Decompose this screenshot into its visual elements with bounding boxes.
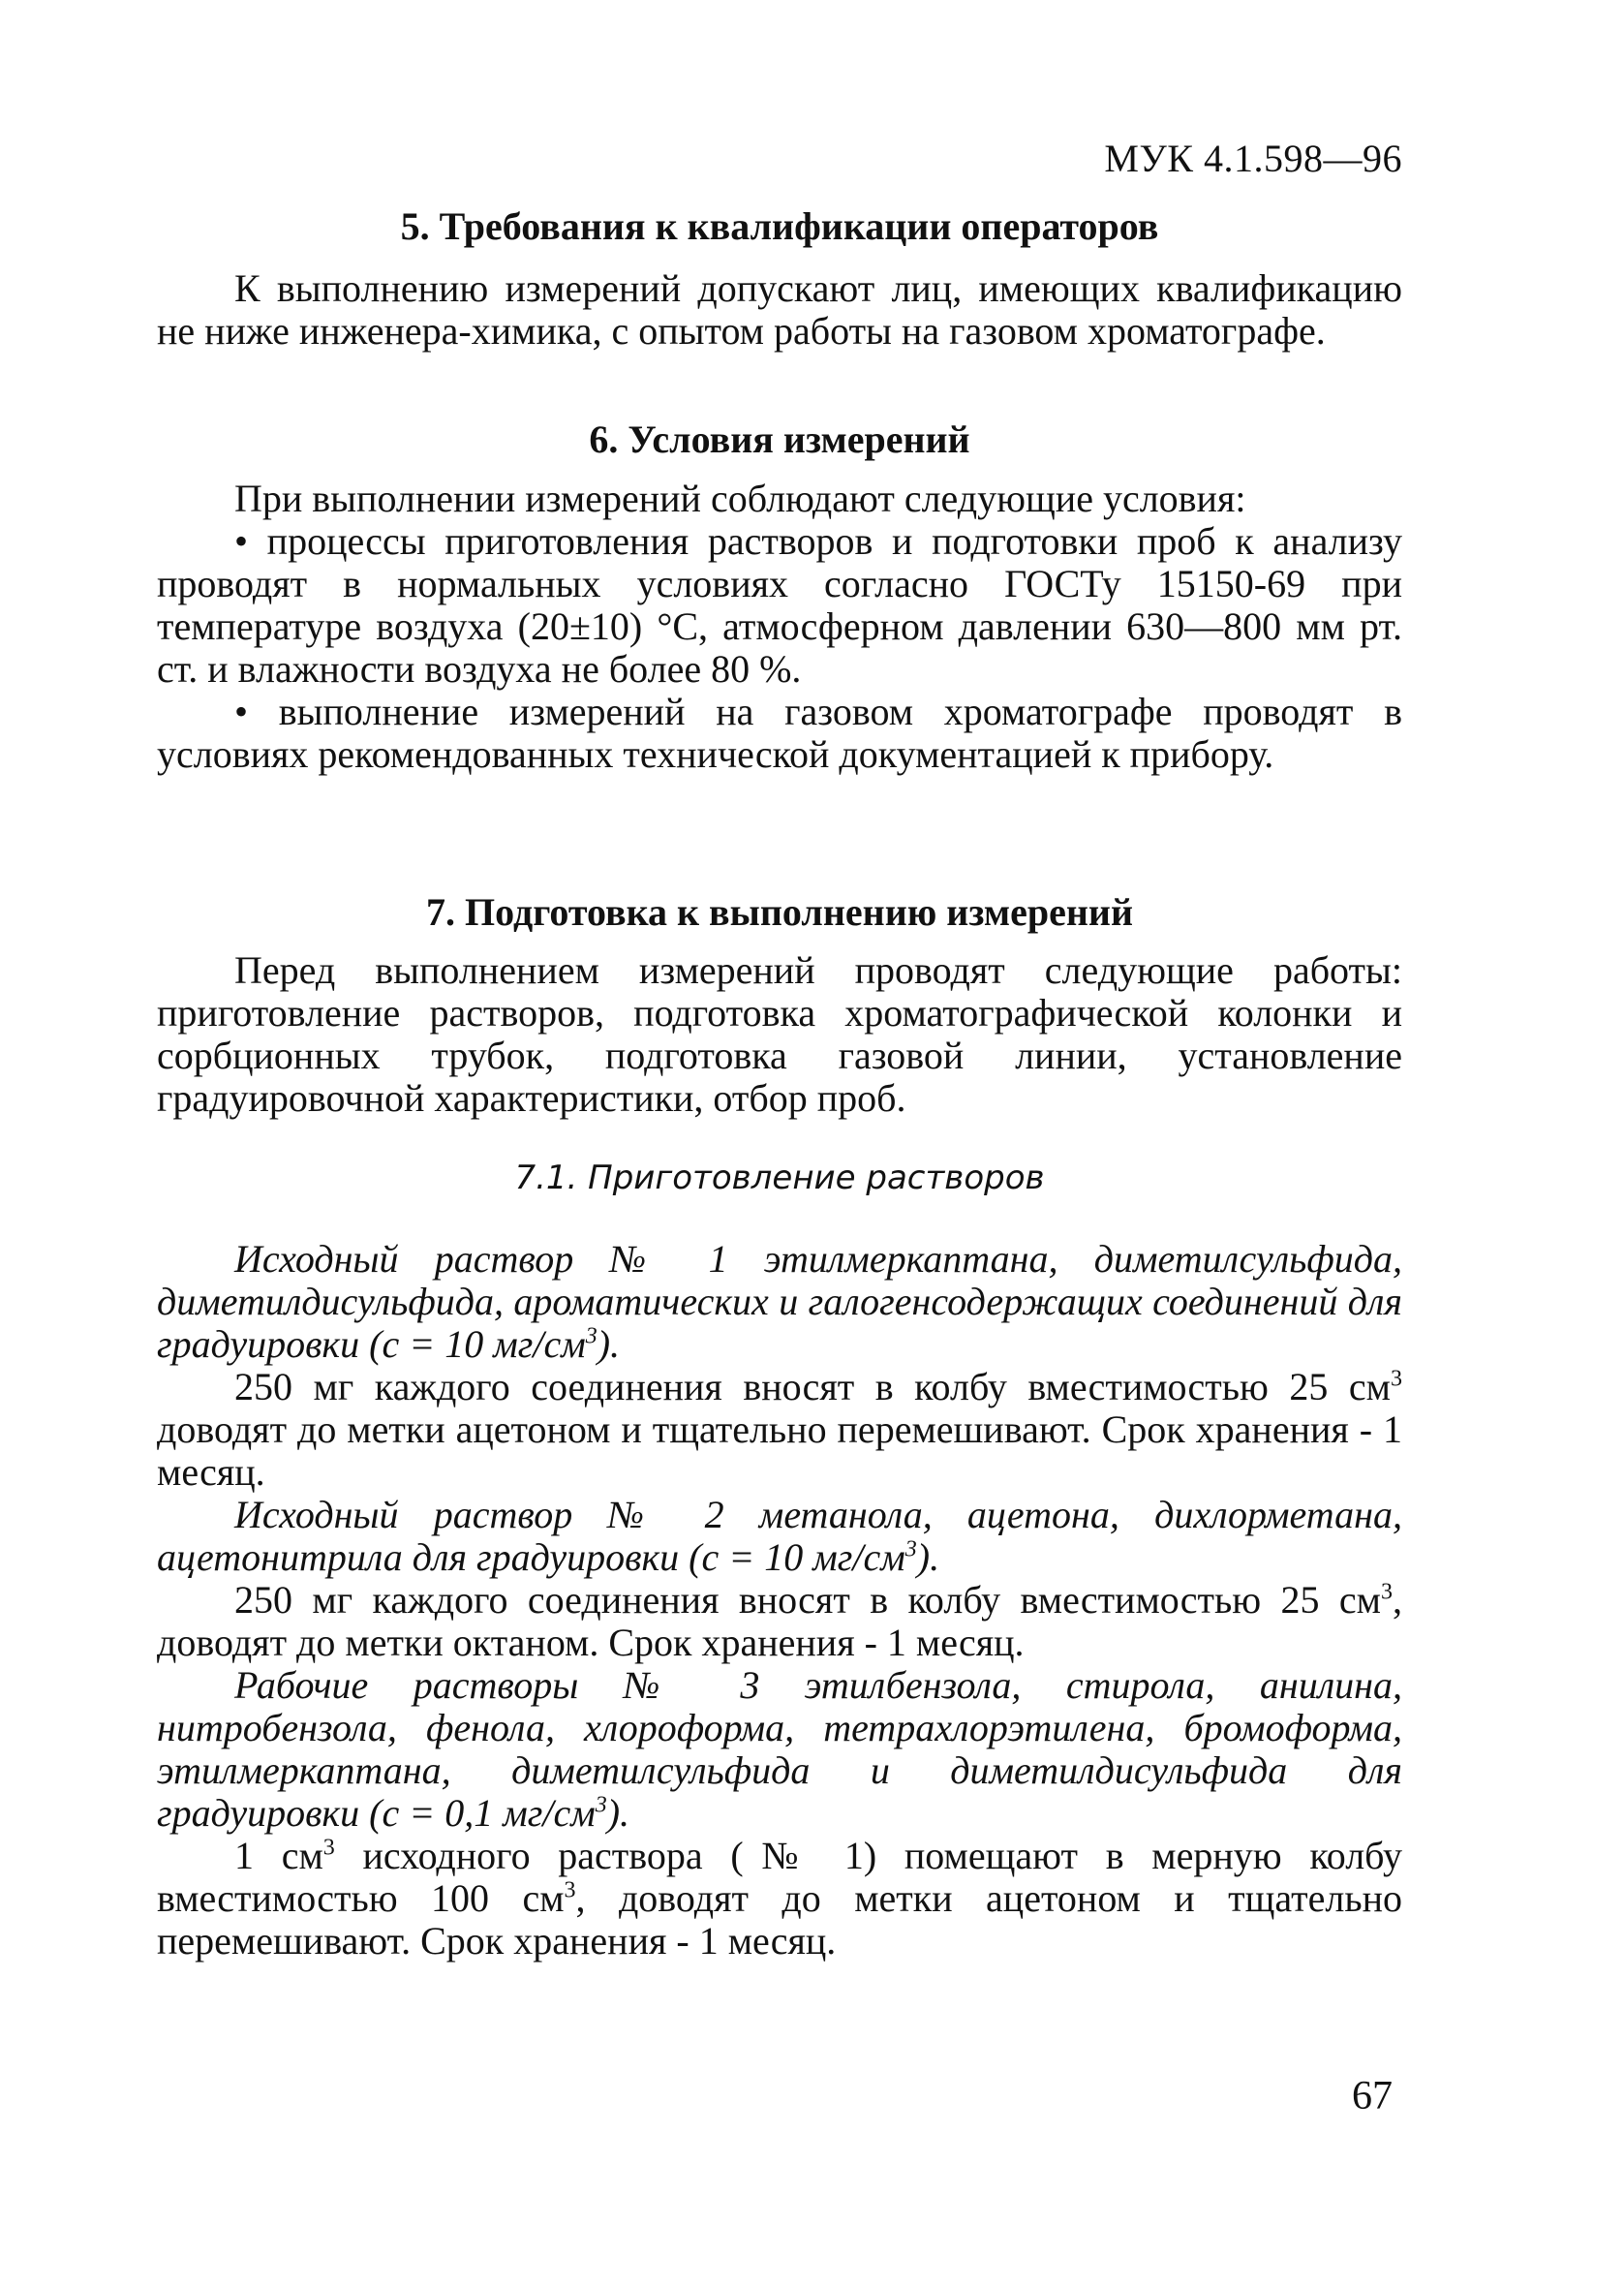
section-5-body xyxy=(157,267,1402,353)
section-6-body xyxy=(157,478,1402,776)
subsection-7-1-heading: 7.1. Приготовление растворов xyxy=(514,1159,1045,1197)
section-7-body xyxy=(157,949,1402,1120)
section-6-intro: При выполнении измерений соблюдают следующие условия: xyxy=(234,477,1246,520)
solution-1-title: Исходный раствор № 1 этилмеркаптана, диметилсульфида, диметилдисульфида, ароматических и галогенсодержащих соединений для градуировки (с = 10 $мг/см^3$). xyxy=(157,1237,1402,1366)
document-code: МУК 4.1.598—96 xyxy=(1104,137,1402,180)
section-7 xyxy=(157,889,1402,935)
section-6-bullet-1: • процессы приготовления растворов и подготовки проб к анализу проводят в нормальных условиях согласно ГОСТу 15150-69 при температуре воздуха (20±10) °С, атмосферном давлении 630—800 мм рт. ст. и влажности воздуха не более 80 %. xyxy=(157,519,1402,691)
section-6-bullet-2: • выполнение измерений на газовом хроматографе проводят в условиях рекомендованных технической документацией к прибору. xyxy=(157,690,1402,776)
document-page xyxy=(157,114,1402,2236)
solution-2-text: 250 мг каждого соединения вносят в колбу вместимостью 25 $см^3$, доводят до метки октаном. Срок хранения - 1 месяц. xyxy=(157,1578,1402,1664)
solution-1-text: 250 мг каждого соединения вносят в колбу вместимостью 25 $см^3$ доводят до метки ацетоном и тщательно перемешивают. Срок хранения - 1 месяц. xyxy=(157,1365,1402,1494)
solutions-block xyxy=(157,1238,1402,1963)
section-5 xyxy=(157,203,1402,249)
subsection-7-1 xyxy=(157,1159,1402,1197)
section-5-heading: 5. Требования к квалификации операторов xyxy=(400,204,1159,248)
section-7-paragraph: Перед выполнением измерений проводят следующие работы: приготовление растворов, подготовка хроматографической колонки и сорбционных трубок, подготовка газовой линии, установление градуировочной характеристики, отбор проб. xyxy=(157,948,1402,1120)
page-number: 67 xyxy=(1352,2074,1393,2118)
section-5-paragraph: К выполнению измерений допускают лиц, имеющих квалификацию не ниже инженера-химика, с опытом работы на газовом хроматографе. xyxy=(157,266,1402,353)
section-7-heading: 7. Подготовка к выполнению измерений xyxy=(426,890,1133,934)
solution-3-title: Рабочие растворы № 3 этилбензола, стирола, анилина, нитробензола, фенола, хлороформа, тетрахлорэтилена, бромоформа, этилмеркаптана, диметилсульфида и диметилдисульфида для градуировки (с = 0,1 $мг/см^3$). xyxy=(157,1663,1402,1835)
solution-2-title: Исходный раствор № 2 метанола, ацетона, дихлорметана, ацетонитрила для градуировки (с = 10 $мг/см^3$). xyxy=(157,1493,1402,1579)
section-6 xyxy=(157,417,1402,462)
solution-3-text: 1 $см^3$ исходного раствора (№ 1) помещают в мерную колбу вместимостью 100 $см^3$, доводят до метки ацетоном и тщательно перемешивают. Срок хранения - 1 месяц. xyxy=(157,1834,1402,1963)
section-6-heading: 6. Условия измерений xyxy=(589,417,970,461)
